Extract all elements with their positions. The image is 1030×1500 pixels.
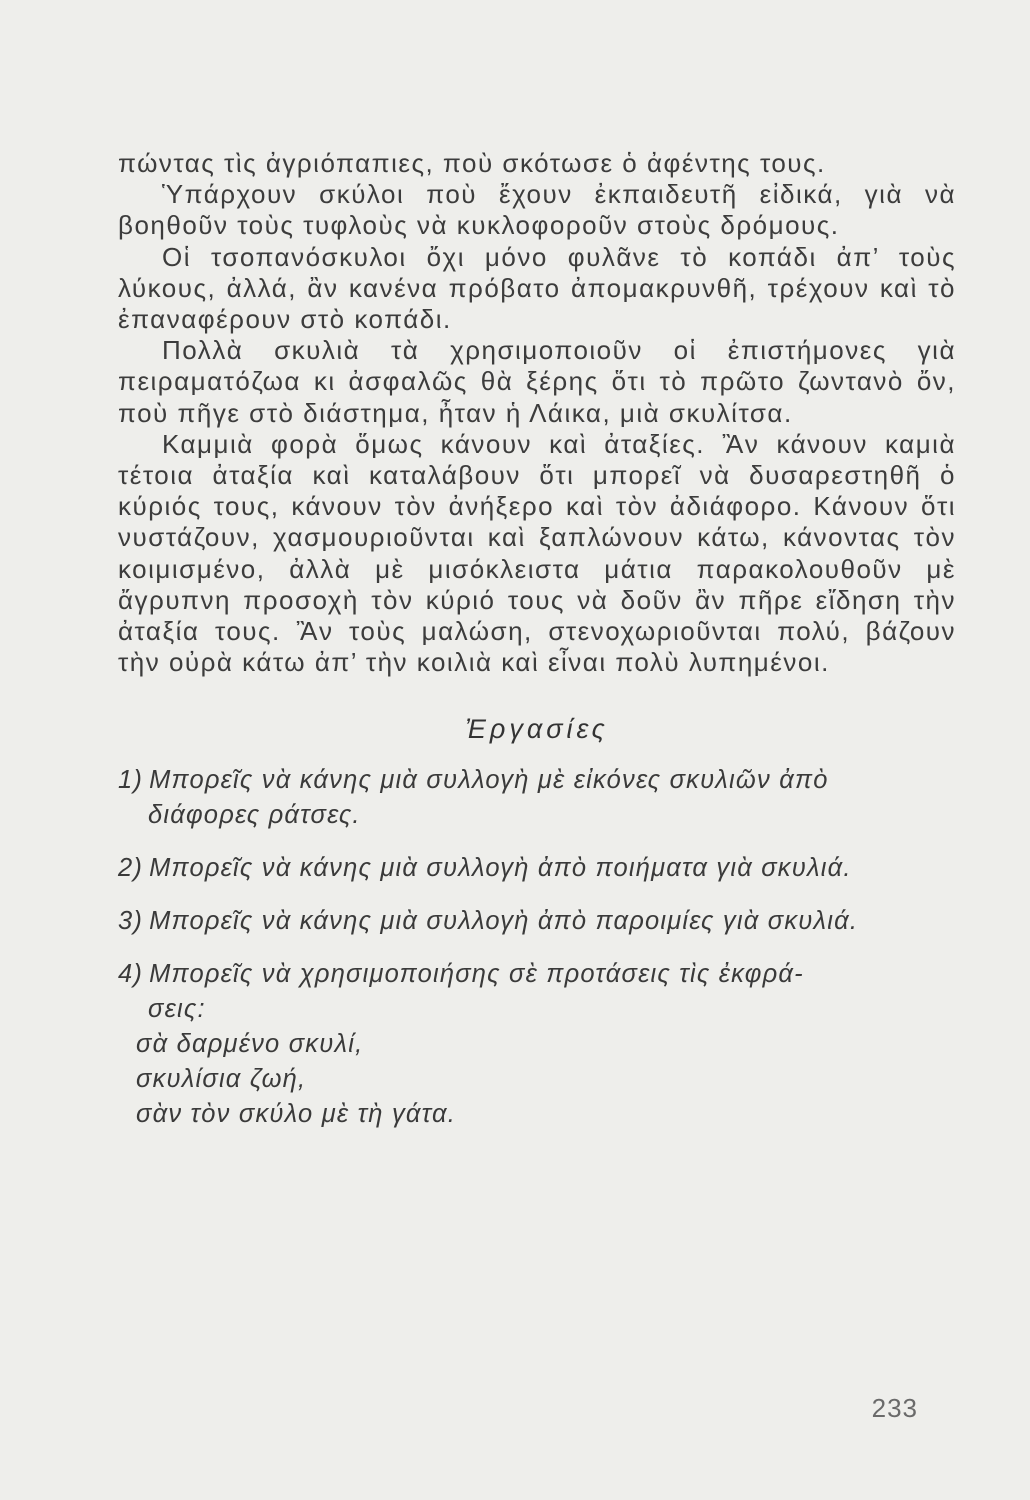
exercise-text-continued: διάφορες ράτσες. xyxy=(148,801,361,830)
exercise-text-continued: σεις: xyxy=(148,995,206,1024)
exercise-4 xyxy=(118,957,956,1132)
exercise-number: 1) xyxy=(118,766,144,795)
exercises-list xyxy=(118,763,956,1132)
exercise-3 xyxy=(118,904,956,939)
paragraph-1: πώντας τὶς ἀγριόπαπιες, ποὺ σκότωσε ὁ ἀφέντης τους. xyxy=(118,148,826,178)
exercise-text: Μπορεῖς νὰ κάνης μιὰ συλλογὴ ἀπὸ ποιήματα γιὰ σκυλιά. xyxy=(149,854,852,883)
paragraph-2: Ὑπάρχουν σκύλοι ποὺ ἔχουν ἐκπαιδευτῆ εἰδικά, γιὰ νὰ βοηθοῦν τοὺς τυφλοὺς νὰ κυκλοφοροῦν στοὺς δρόμους. xyxy=(118,179,956,241)
paragraph-4: Πολλὰ σκυλιὰ τὰ χρησιμοποιοῦν οἱ ἐπιστήμονες γιὰ πειραματόζωα κι ἀσφαλῶς θὰ ξέρης ὅτι τὸ πρῶτο ζωντανὸ ὄν, ποὺ πῆγε στὸ διάστημα, ἦταν ἡ Λάικα, μιὰ σκυλίτσα. xyxy=(118,335,956,428)
paragraph-5: Καμμιὰ φορὰ ὅμως κάνουν καὶ ἀταξίες. Ἂν κάνουν καμιὰ τέτοια ἀταξία καὶ καταλάβουν ὅτι μπορεῖ νὰ δυσαρεστηθῆ ὁ κύριός τους, κάνουν τὸν ἀνήξερο καὶ τὸν ἀδιάφορο. Κάνουν ὅτι νυστάζουν, χασμουριοῦνται καὶ ξαπλώνουν κάτω, κάνοντας τὸν κοιμισμένο, ἀλλὰ μὲ μισόκλειστα μάτια παρακολουθοῦν μὲ ἄγρυπνη προσοχὴ τὸν κύριό τους νὰ δοῦν ἂν πῆρε εἴδηση τὴν ἀταξία τους. Ἂν τοὺς μαλώση, στενοχωριοῦνται πολύ, βάζουν τὴν οὐρὰ κάτω ἀπ’ τὴν κοιλιὰ καὶ εἶναι πολὺ λυπημένοι. xyxy=(118,428,956,678)
expression-item: σκυλίσια ζωή, xyxy=(136,1065,307,1094)
page-content xyxy=(118,148,956,1150)
page-number: 233 xyxy=(871,1393,918,1423)
exercise-text: Μπορεῖς νὰ χρησιμοποιήσης σὲ προτάσεις τὶς ἐκφρά- xyxy=(149,960,804,989)
body-text xyxy=(118,148,956,678)
paragraph-3: Οἱ τσοπανόσκυλοι ὄχι μόνο φυλᾶνε τὸ κοπάδι ἀπ’ τοὺς λύκους, ἀλλά, ἂν κανένα πρόβατο ἀπομακρυνθῆ, τρέχουν καὶ τὸ ἐπαναφέρουν στὸ κοπάδι. xyxy=(118,241,956,335)
exercise-text: Μπορεῖς νὰ κάνης μιὰ συλλογὴ μὲ εἰκόνες σκυλιῶν ἀπὸ xyxy=(149,766,829,795)
expression-item: σὰ δαρμένο σκυλί, xyxy=(136,1030,364,1059)
exercise-2 xyxy=(118,851,956,886)
exercises-heading: Ἐργασίες xyxy=(465,714,609,745)
expressions-list xyxy=(118,1027,956,1132)
exercise-number: 3) xyxy=(118,907,144,936)
exercise-number: 4) xyxy=(118,960,144,989)
exercise-1 xyxy=(118,763,956,833)
exercise-number: 2) xyxy=(118,854,144,883)
exercise-text: Μπορεῖς νὰ κάνης μιὰ συλλογὴ ἀπὸ παροιμίες γιὰ σκυλιά. xyxy=(149,907,859,936)
expression-item: σὰν τὸν σκύλο μὲ τὴ γάτα. xyxy=(136,1100,457,1129)
